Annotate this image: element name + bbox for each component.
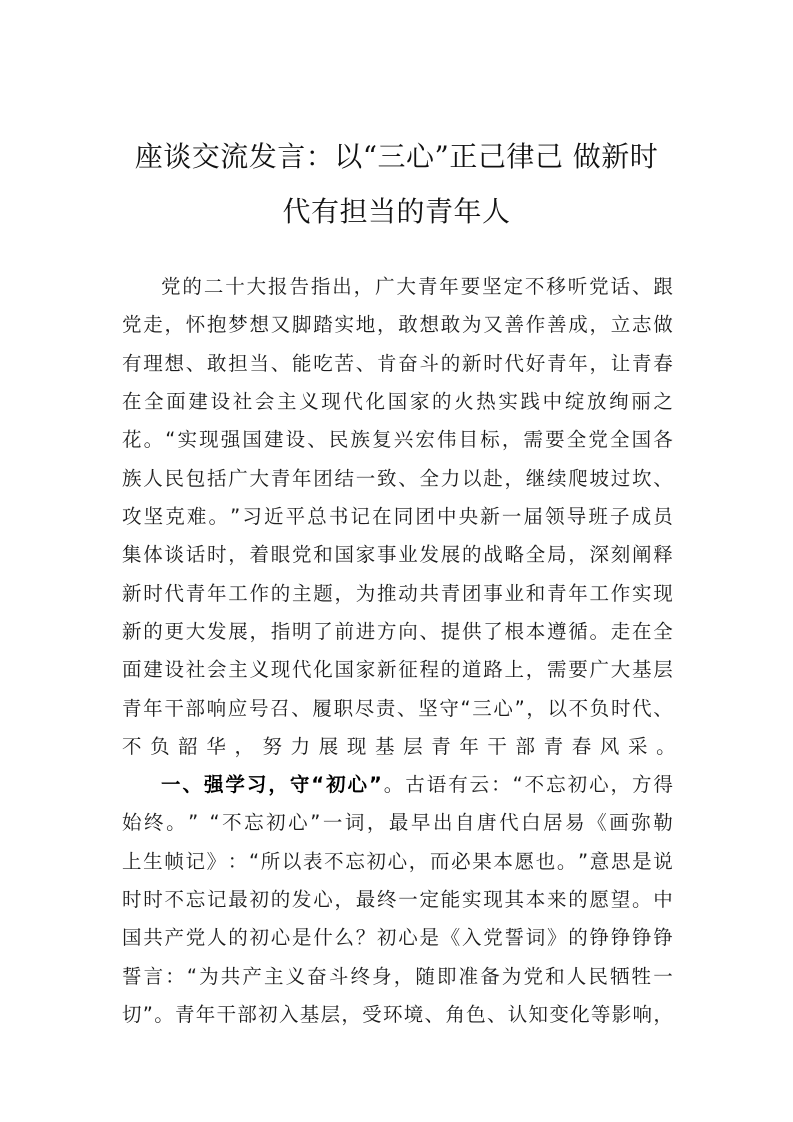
paragraph-line: 始 终 。 ” “ 不 忘 初 心 ” 一 词 ， 最 早 出 自 唐 代 白 居 易 《 画 弥 勒 bbox=[122, 811, 673, 834]
paragraph-line: 党 走 ， 怀 抱 梦 想 又 脚 踏 实 地 ， 敢 想 敢 为 又 善 作 善 成 ， 立 志 做 bbox=[122, 313, 673, 336]
paragraph-line: 族 人 民 包 括 广 大 青 年 团 结 一 致 、 全 力 以 赴 ， 继 续 爬 坡 过 坎 、 bbox=[122, 467, 673, 490]
section-heading-line: 一 、 强 学 习 ， 守 “ 初 心 ” 。 古 语 有 云 ： “ 不 忘 初 心 ， 方 得 bbox=[161, 773, 673, 796]
paragraph-line: 面 建 设 社 会 主 义 现 代 化 国 家 新 征 程 的 道 路 上 ， 需 要 广 大 基 层 bbox=[122, 658, 673, 681]
paragraph-line: 切 ” 。 青 年 干 部 初 入 基 层 ， 受 环 境 、 角 色 、 认 知 变 化 等 影 响 ， bbox=[122, 1003, 673, 1026]
document-title-line-2: 代有担当的青年人 bbox=[282, 195, 511, 228]
paragraph-line: 集 体 谈 话 时 ， 着 眼 党 和 国 家 事 业 发 展 的 战 略 全 局 ， 深 刻 阐 释 bbox=[122, 543, 673, 566]
paragraph-line: 国 共 产 党 人 的 初 心 是 什 么 ？ 初 心 是 《 入 党 誓 词 》 的 铮 铮 铮 铮 bbox=[122, 926, 673, 949]
paragraph-line: 攻 坚 克 难 。 ” 习 近 平 总 书 记 在 同 团 中 央 新 一 届 领 导 班 子 成 员 bbox=[122, 505, 673, 528]
paragraph-line: 誓 言 ： “ 为 共 产 主 义 奋 斗 终 身 ， 随 即 准 备 为 党 和 人 民 牺 牲 一 bbox=[122, 965, 673, 988]
paragraph-line: 时 时 不 忘 记 最 初 的 发 心 ， 最 终 一 定 能 实 现 其 本 来 的 愿 望 。 中 bbox=[122, 888, 673, 911]
document-title-line-1: 座谈交流发言：以“三心”正己律己 做新时 bbox=[134, 140, 659, 173]
paragraph-line: 青 年 干 部 响 应 号 召 、 履 职 尽 责 、 坚 守 “ 三 心 ” ， 以 不 负 时 代 、 bbox=[122, 697, 673, 720]
paragraph-line: 党 的 二 十 大 报 告 指 出 ， 广 大 青 年 要 坚 定 不 移 听 党 话 、 跟 bbox=[161, 275, 673, 298]
paragraph-line: 新 的 更 大 发 展 ， 指 明 了 前 进 方 向 、 提 供 了 根 本 遵 循 。 走 在 全 bbox=[122, 620, 673, 643]
paragraph-line: 在 全 面 建 设 社 会 主 义 现 代 化 国 家 的 火 热 实 践 中 绽 放 绚 丽 之 bbox=[122, 390, 673, 413]
paragraph-line: 花 。 “ 实 现 强 国 建 设 、 民 族 复 兴 宏 伟 目 标 ， 需 要 全 党 全 国 各 bbox=[122, 428, 673, 451]
paragraph-line: 不 负 韶 华 ， 努 力 展 现 基 层 青 年 干 部 青 春 风 采 。 bbox=[122, 735, 676, 758]
paragraph-line: 上 生 帧 记 》 ： “ 所 以 表 不 忘 初 心 ， 而 必 果 本 愿 也 。 ” 意 思 是 说 bbox=[122, 850, 673, 873]
paragraph-line: 有 理 想 、 敢 担 当 、 能 吃 苦 、 肯 奋 斗 的 新 时 代 好 青 年 ， 让 青 春 bbox=[122, 352, 673, 375]
paragraph-line: 新 时 代 青 年 工 作 的 主 题 ， 为 推 动 共 青 团 事 业 和 青 年 工 作 实 现 bbox=[122, 582, 673, 605]
